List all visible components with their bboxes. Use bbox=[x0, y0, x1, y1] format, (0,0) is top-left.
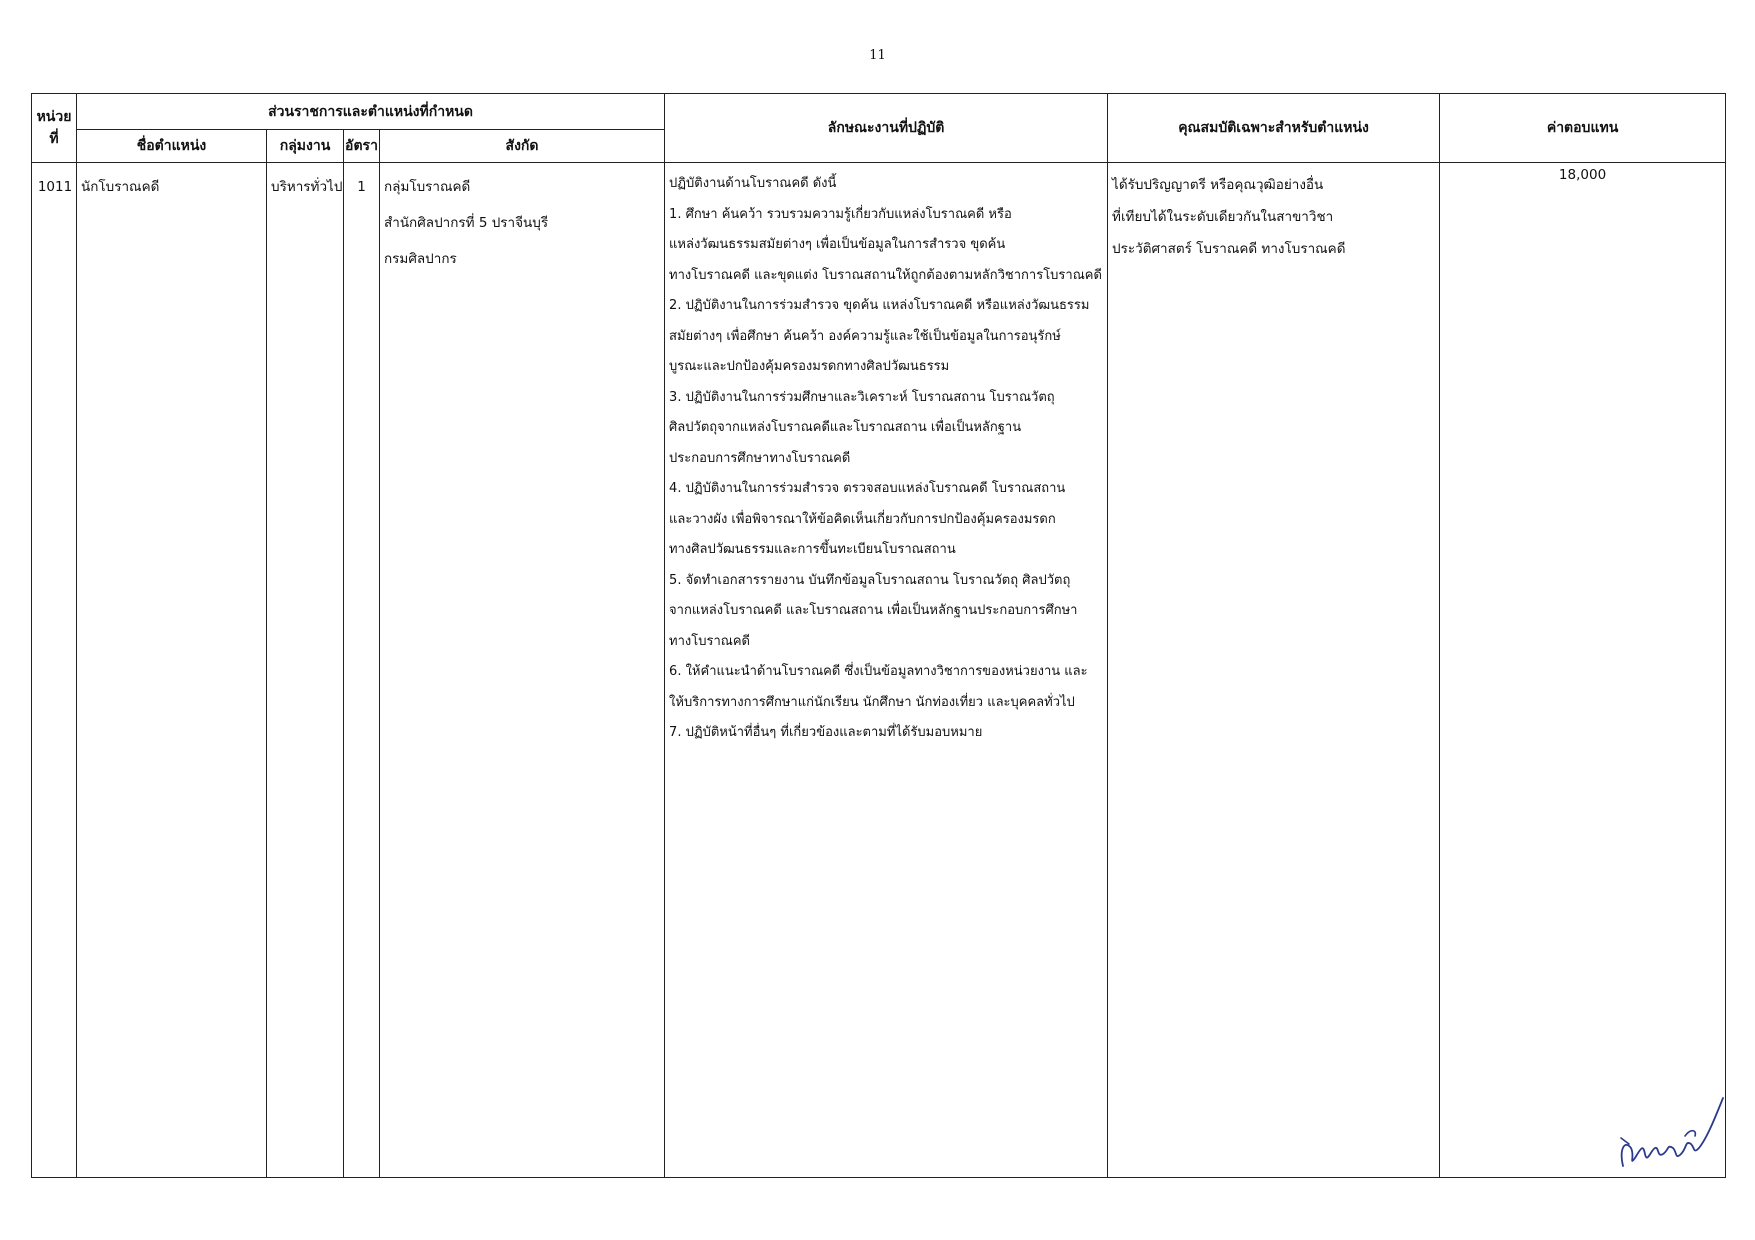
header-work-group: กลุ่มงาน bbox=[267, 130, 344, 163]
duty-line: 3. ปฏิบัติงานในการร่วมศึกษาและวิเคราะห์ โบราณสถาน โบราณวัตถุ bbox=[669, 389, 1055, 405]
duty-line: บูรณะและปกป้องคุ้มครองมรดกทางศิลปวัฒนธรรม bbox=[669, 359, 950, 374]
cell-compensation bbox=[1440, 163, 1726, 1178]
duty-line: 5. จัดทำเอกสารรายงาน บันทึกข้อมูลโบราณสถาน โบราณวัตถุ ศิลปวัตถุ bbox=[669, 572, 1071, 588]
qualification-line: ได้รับปริญญาตรี หรือคุณวุฒิอย่างอื่น bbox=[1112, 177, 1324, 193]
affiliation-line: สำนักศิลปากรที่ 5 ปราจีนบุรี bbox=[384, 215, 549, 231]
duty-line: ปฏิบัติงานด้านโบราณคดี ดังนี้ bbox=[669, 176, 837, 191]
duty-line: ทางโบราณคดี bbox=[669, 633, 750, 649]
duty-line: 6. ให้คำแนะนำด้านโบราณคดี ซึ่งเป็นข้อมูลทางวิชาการของหน่วยงาน และ bbox=[669, 664, 1088, 679]
duty-line: 2. ปฏิบัติงานในการร่วมสำรวจ ขุดค้น แหล่งโบราณคดี หรือแหล่งวัฒนธรรม bbox=[669, 298, 1090, 313]
cell-position-name bbox=[77, 163, 267, 1178]
duty-line: สมัยต่างๆ เพื่อศึกษา ค้นคว้า องค์ความรู้และใช้เป็นข้อมูลในการอนุรักษ์ bbox=[669, 328, 1061, 344]
header-qualifications: คุณสมบัติเฉพาะสำหรับตำแหน่ง bbox=[1108, 94, 1440, 163]
affiliation-line: กลุ่มโบราณคดี bbox=[384, 179, 471, 195]
qualification-line: ที่เทียบได้ในระดับเดียวกันในสาขาวิชา bbox=[1112, 209, 1334, 225]
duty-line: 4. ปฏิบัติงานในการร่วมสำรวจ ตรวจสอบแหล่งโบราณคดี โบราณสถาน bbox=[669, 481, 1066, 496]
duty-line: ศิลปวัตถุจากแหล่งโบราณคดีและโบราณสถาน เพื่อเป็นหลักฐาน bbox=[669, 420, 1022, 435]
cell-duties bbox=[665, 163, 1108, 1178]
header-unit-no-line1: หน่วย bbox=[36, 109, 72, 125]
duty-line: แหล่งวัฒนธรรมสมัยต่างๆ เพื่อเป็นข้อมูลในการสำรวจ ขุดค้น bbox=[669, 237, 1006, 252]
duty-line: 7. ปฏิบัติหน้าที่อื่นๆ ที่เกี่ยวข้องและตามที่ได้รับมอบหมาย bbox=[669, 725, 983, 740]
header-compensation: ค่าตอบแทน bbox=[1440, 94, 1726, 163]
header-row-1 bbox=[32, 94, 1726, 130]
rate-value: 1 bbox=[357, 179, 366, 195]
duty-line: ประกอบการศึกษาทางโบราณคดี bbox=[669, 450, 851, 466]
duty-line: ทางศิลปวัฒนธรรมและการขึ้นทะเบียนโบราณสถาน bbox=[669, 542, 956, 557]
cell-work-group bbox=[267, 163, 344, 1178]
header-government-section: ส่วนราชการและตำแหน่งที่กำหนด bbox=[77, 94, 665, 130]
qualification-line: ประวัติศาสตร์ โบราณคดี ทางโบราณคดี bbox=[1112, 241, 1346, 257]
unit-number: 1011 bbox=[37, 179, 73, 195]
header-unit-no bbox=[32, 94, 77, 163]
affiliation-line: กรมศิลปากร bbox=[384, 251, 457, 267]
handwritten-signature bbox=[1615, 1078, 1727, 1173]
header-position-name: ชื่อตำแหน่ง bbox=[77, 130, 267, 163]
cell-unit-no bbox=[32, 163, 77, 1178]
duty-line: ทางโบราณคดี และขุดแต่ง โบราณสถานให้ถูกต้องตามหลักวิชาการโบราณคดี bbox=[669, 267, 1102, 283]
duty-line: จากแหล่งโบราณคดี และโบราณสถาน เพื่อเป็นหลักฐานประกอบการศึกษา bbox=[669, 603, 1078, 618]
work-group: บริหารทั่วไป bbox=[271, 179, 343, 195]
duty-line: และวางผัง เพื่อพิจารณาให้ข้อคิดเห็นเกี่ยวกับการปกป้องคุ้มครองมรดก bbox=[669, 511, 1056, 527]
duty-line: ให้บริการทางการศึกษาแก่นักเรียน นักศึกษา นักท่องเที่ยว และบุคคลทั่วไป bbox=[669, 694, 1075, 710]
header-duties: ลักษณะงานที่ปฏิบัติ bbox=[665, 94, 1108, 163]
header-affiliation: สังกัด bbox=[380, 130, 665, 163]
page-number: 11 bbox=[869, 48, 886, 63]
header-unit-no-line2: ที่ bbox=[49, 131, 59, 147]
positions-table bbox=[31, 93, 1726, 1178]
compensation-amount: 18,000 bbox=[1558, 167, 1607, 183]
duty-line: 1. ศึกษา ค้นคว้า รวบรวมความรู้เกี่ยวกับแหล่งโบราณคดี หรือ bbox=[669, 206, 1012, 222]
cell-affiliation bbox=[380, 163, 665, 1178]
header-rate: อัตรา bbox=[344, 130, 380, 163]
position-name: นักโบราณคดี bbox=[81, 179, 160, 195]
cell-rate bbox=[344, 163, 380, 1178]
cell-qualifications bbox=[1108, 163, 1440, 1178]
table-row bbox=[32, 163, 1726, 1178]
